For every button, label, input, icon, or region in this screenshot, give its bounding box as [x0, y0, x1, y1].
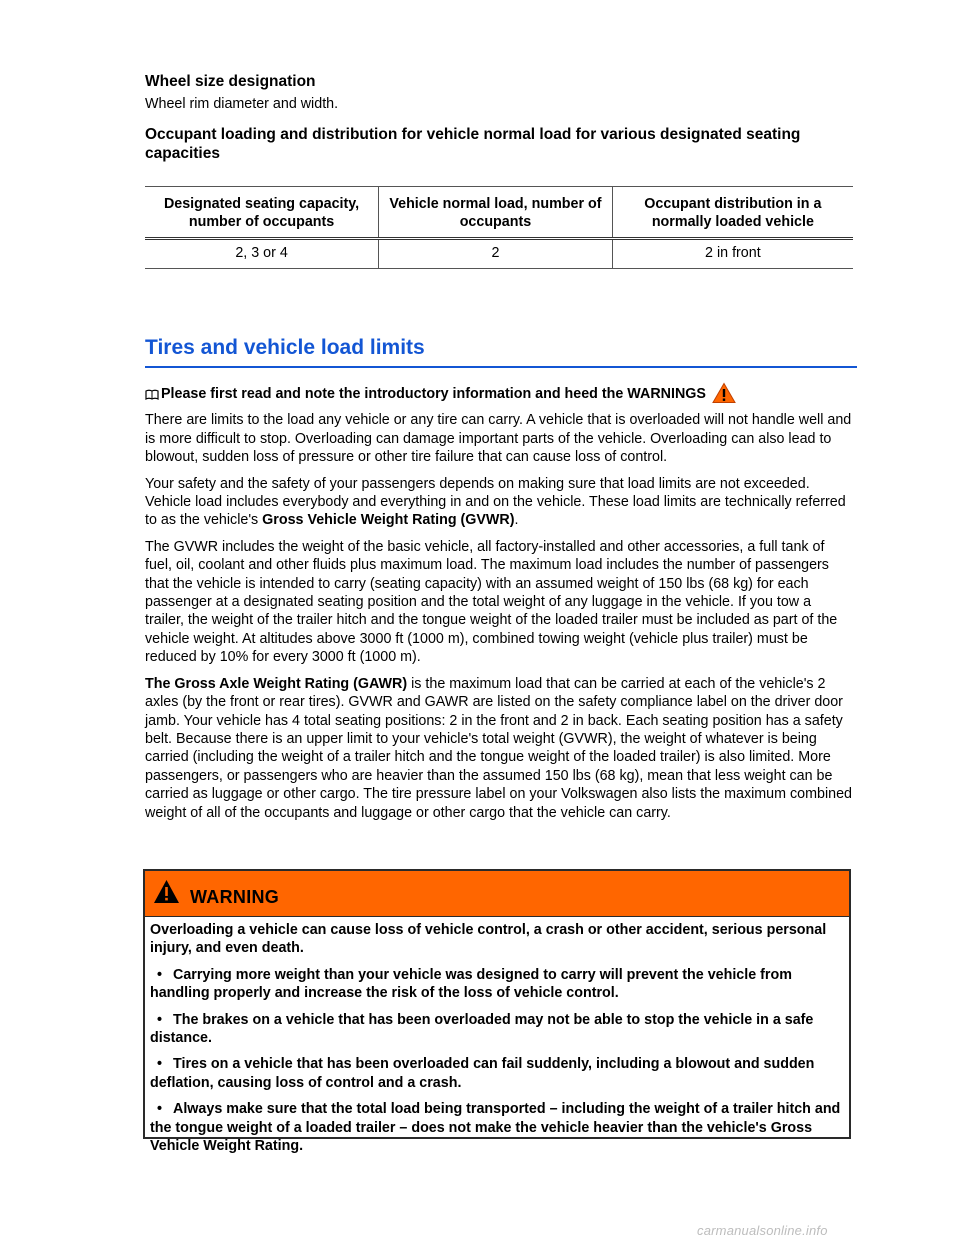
- intro-note: [145, 382, 853, 404]
- document-page: [145, 72, 853, 822]
- bold-term: Gross Vehicle Weight Rating (GVWR): [262, 512, 515, 529]
- bullet: •: [157, 1011, 163, 1028]
- bullet: •: [157, 1101, 163, 1118]
- body-paragraph: [145, 411, 853, 466]
- bullet: •: [157, 1056, 163, 1073]
- warning-item-text: The brakes on a vehicle that has been overloaded may not be able to stop the vehicle in a safe distance.: [150, 1011, 814, 1047]
- occupant-table: [145, 186, 853, 269]
- warning-item: [150, 1011, 843, 1048]
- bold-term: The Gross Axle Weight Rating (GAWR): [145, 675, 408, 692]
- text-run: .: [514, 512, 519, 529]
- watermark: carmanualsonline.info: [697, 1223, 828, 1238]
- table-cell: 2, 3 or 4: [145, 239, 379, 269]
- warning-item: [150, 1100, 843, 1155]
- warning-item-text: Tires on a vehicle that has been overloaded can fail suddenly, including a blowout and sudden deflation, causing loss of control and a crash.: [150, 1056, 815, 1091]
- body-paragraph: [145, 538, 853, 667]
- warning-body: [145, 917, 849, 1155]
- wheel-size-heading: Wheel size designation: [145, 73, 316, 90]
- warning-triangle-icon: [153, 879, 180, 904]
- section-title: Tires and vehicle load limits: [145, 335, 857, 368]
- text-run: There are limits to the load any vehicle or any tire can carry. A vehicle that is overloaded will not handle well and is more difficult to stop. Overloading can damage important parts of the vehicle. Overloading can also lead to blowout, sudden loss of pressure or other tire failure that can cause loss of control.: [145, 412, 852, 466]
- body-paragraph: [145, 475, 853, 530]
- warning-item-text: Always make sure that the total load being transported – including the weight of a trailer hitch and the tongue weight of a loaded trailer – does not make the vehicle heavier than the vehicle's Gross Vehicle Weight Rating.: [150, 1101, 841, 1155]
- table-row: [145, 239, 853, 269]
- section-body: [145, 411, 853, 822]
- intro-text[interactable]: Please first read and note the introductory information and heed the WARNINGS: [161, 386, 706, 403]
- warning-item-text: Carrying more weight than your vehicle was designed to carry will prevent the vehicle from handling properly and increase the risk of the loss of vehicle control.: [150, 966, 792, 1002]
- table-header-cell: Occupant distribution in a normally loaded vehicle: [612, 187, 853, 239]
- table-header-cell: Vehicle normal load, number of occupants: [379, 187, 613, 239]
- text-run: is the maximum load that can be carried at each of the vehicle's 2 axles (by the front or rear tires). GVWR and GAWR are listed on the safety compliance label on the driver door jamb. Your vehicle has 4 total seating positions: 2 in the front and 2 in back. Each seating position has a safety belt. Because there is an upper limit to your vehicle's total weight (GVWR), the weight of whatever is being carried (including the weight of a trailer hitch and the tongue weight of the loaded trailer) is also limited. More passengers, or passengers who are heavier than the assumed 150 lbs (68 kg), mean that less weight can be carried as luggage or other cargo. The tire pressure label on your Volkswagen also lists the maximum combined weight of all of the occupants and luggage or other cargo that the vehicle can carry.: [145, 675, 852, 821]
- occupant-heading: Occupant loading and distribution for vehicle normal load for various designated seating capacities: [145, 126, 801, 163]
- warning-lead: Overloading a vehicle can cause loss of vehicle control, a crash or other accident, serious personal injury, and even death.: [150, 922, 827, 957]
- text-run: Your safety and the safety of your passengers depends on making sure that load limits are not exceeded. Vehicle load includes everybody and everything in and on the vehicle. These load limits are technically referred to as the vehicle's: [145, 475, 846, 529]
- table-header-row: [145, 187, 853, 239]
- book-icon: [145, 389, 159, 400]
- table-cell: 2: [379, 239, 613, 269]
- body-paragraph: [145, 675, 853, 822]
- warning-header: [145, 871, 849, 917]
- bullet: •: [157, 966, 163, 983]
- wheel-size-text: Wheel rim diameter and width.: [145, 96, 339, 112]
- warning-box: [143, 869, 851, 1155]
- table-header-cell: Designated seating capacity, number of occupants: [145, 187, 379, 239]
- warning-item: [150, 966, 843, 1003]
- warning-triangle-icon[interactable]: [712, 382, 736, 404]
- warning-label: WARNING: [190, 886, 280, 907]
- table-cell: 2 in front: [612, 239, 853, 269]
- warning-list: [150, 966, 843, 1156]
- warning-item: [150, 1055, 843, 1092]
- text-run: The GVWR includes the weight of the basic vehicle, all factory-installed and other accessories, a full tank of fuel, oil, coolant and other fluids plus maximum load. The maximum load includes the number of passengers that the vehicle is intended to carry (seating capacity) with an assumed weight of 150 lbs (68 kg) for each passenger at a designated seating position and the total weight of any luggage in the vehicle. If you tow a trailer, the weight of the trailer hitch and the tongue weight of the loaded trailer must be included as part of the vehicle weight. At altitudes above 3000 ft (1000 m), combined towing weight (vehicle plus trailer) must be reduced by 10% for every 3000 ft (1000 m).: [145, 538, 838, 666]
